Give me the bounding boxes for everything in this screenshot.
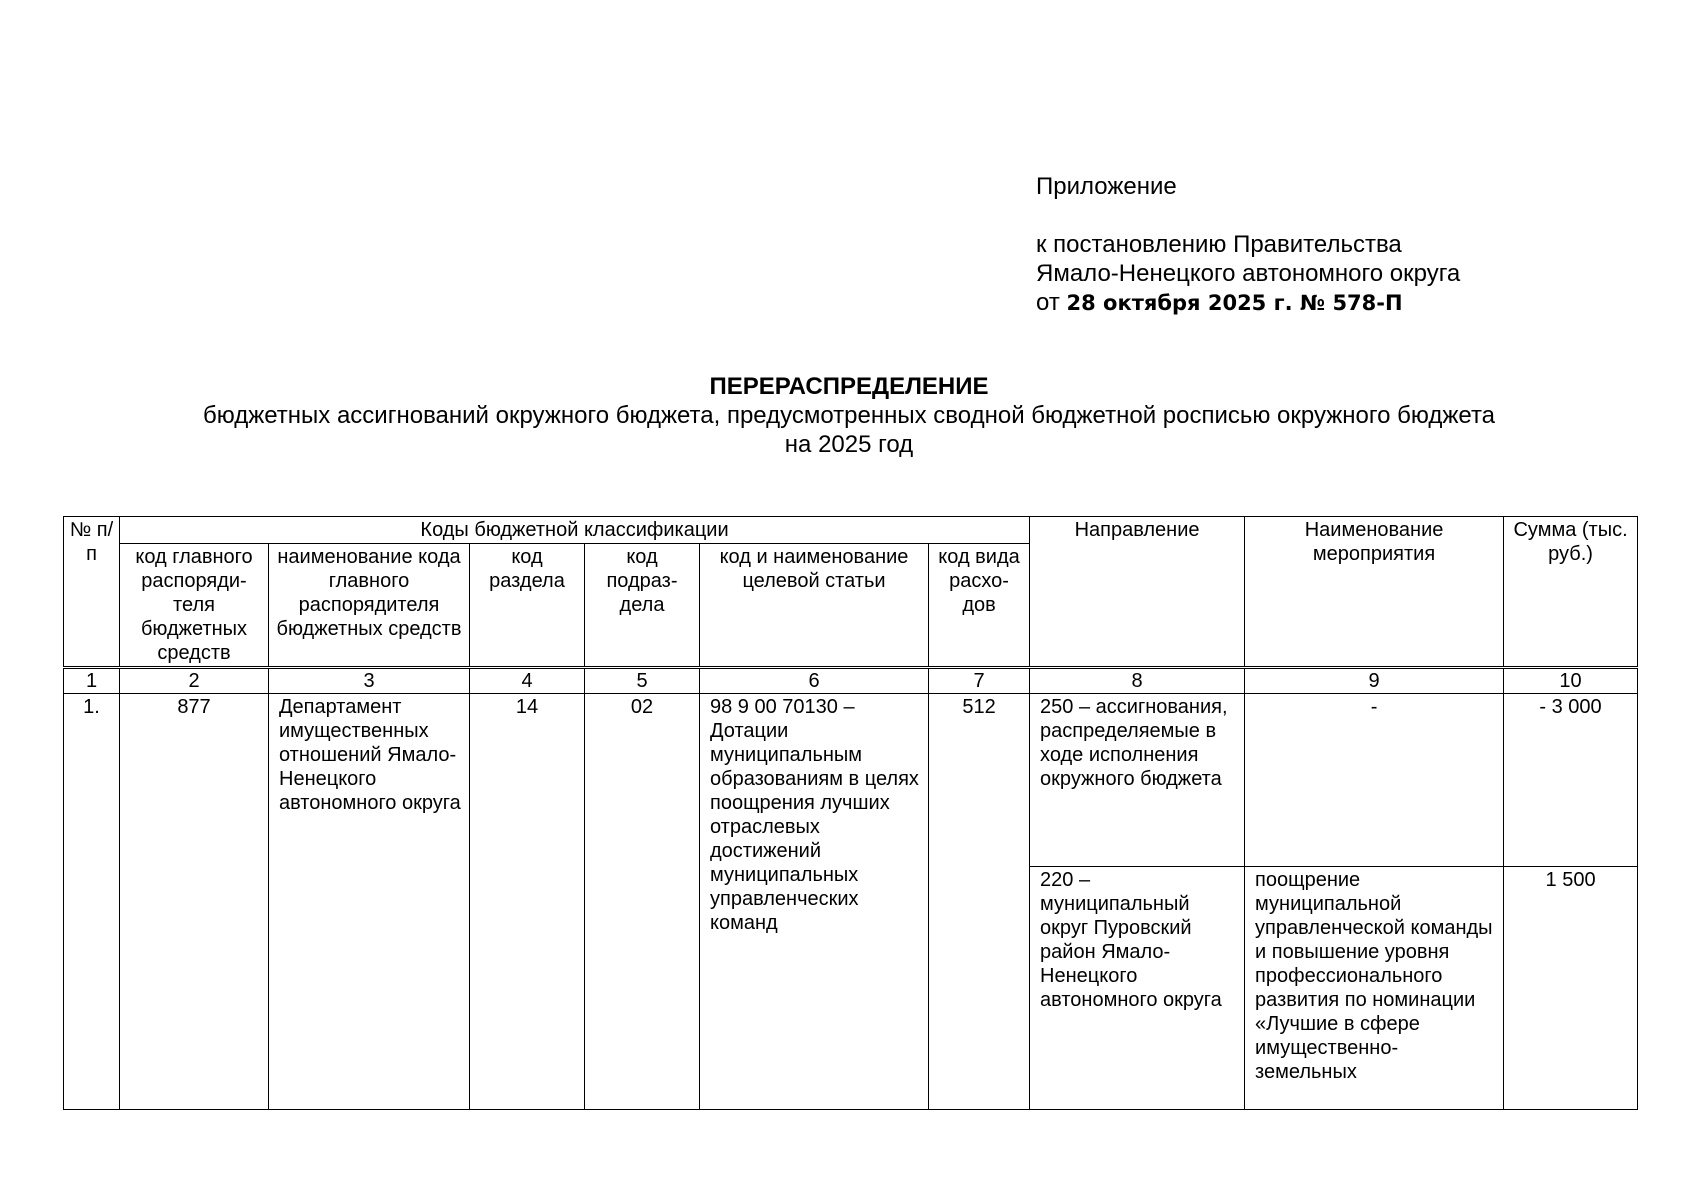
column-number: 2 <box>120 668 269 694</box>
appendix-line: Ямало-Ненецкого автономного округа <box>1036 260 1461 287</box>
date-value: 28 октября 2025 г. № 578-П <box>1066 291 1403 315</box>
header-grbs-code: код главного распоряди-теля бюджетных средств <box>120 544 269 668</box>
column-number: 5 <box>585 668 700 694</box>
header-subsection: код подраз-дела <box>585 544 700 668</box>
header-expense-type: код вида расхо-дов <box>929 544 1030 668</box>
header-grbs-name: наименование кода главного распорядителя бюджетных средств <box>269 544 470 668</box>
column-number: 10 <box>1504 668 1638 694</box>
cell-section: 14 <box>470 694 585 1110</box>
appendix-line: к постановлению Правительства <box>1036 231 1402 258</box>
header-target: код и наименование целевой статьи <box>700 544 929 668</box>
cell-subsection: 02 <box>585 694 700 1110</box>
appendix-date <box>1036 288 1460 318</box>
column-numbers-row <box>64 668 1638 694</box>
column-number: 1 <box>64 668 120 694</box>
cell-event: - <box>1245 694 1504 867</box>
title-year: на 2025 год <box>784 431 914 458</box>
header-amount: Сумма (тыс. руб.) <box>1504 517 1638 668</box>
cell-grbs-name: Департамент имущественных отношений Ямало-Ненецкого автономного округа <box>269 694 470 1110</box>
title-subtitle: бюджетных ассигнований окружного бюджета, предусмотренных сводной бюджетной росписью окружного бюджета <box>202 402 1496 429</box>
table-row <box>64 694 1638 867</box>
appendix-block <box>1036 172 1460 318</box>
cell-event: поощрение муниципальной управленческой команды и повышение уровня профессионального развития по номинации «Лучшие в сфере имущественно-земельных <box>1245 867 1504 1110</box>
column-number: 4 <box>470 668 585 694</box>
column-number: 9 <box>1245 668 1504 694</box>
cell-grbs-code: 877 <box>120 694 269 1110</box>
cell-target: 98 9 00 70130 – Дотации муниципальным образованиям в целях поощрения лучших отраслевых достижений муниципальных управленческих команд <box>700 694 929 1110</box>
cell-direction: 220 – муниципальный округ Пуровский район Ямало-Ненецкого автономного округа <box>1030 867 1245 1110</box>
document-title <box>0 372 1698 459</box>
header-codes-group: Коды бюджетной классификации <box>120 517 1030 544</box>
budget-table <box>63 516 1638 1110</box>
column-number: 8 <box>1030 668 1245 694</box>
cell-expense-type: 512 <box>929 694 1030 1110</box>
date-prefix: от <box>1036 289 1060 316</box>
header-no: № п/п <box>64 517 120 668</box>
header-section: код раздела <box>470 544 585 668</box>
header-row <box>64 517 1638 544</box>
header-event: Наименование мероприятия <box>1245 517 1504 668</box>
cell-amount: 1 500 <box>1504 867 1638 1110</box>
column-number: 3 <box>269 668 470 694</box>
cell-no: 1. <box>64 694 120 1110</box>
cell-amount: - 3 000 <box>1504 694 1638 867</box>
column-number: 6 <box>700 668 929 694</box>
cell-direction: 250 – ассигнования, распределяемые в ходе исполнения окружного бюджета <box>1030 694 1245 867</box>
appendix-title: Приложение <box>1036 173 1177 200</box>
title-main: ПЕРЕРАСПРЕДЕЛЕНИЕ <box>709 373 989 400</box>
header-direction: Направление <box>1030 517 1245 668</box>
column-number: 7 <box>929 668 1030 694</box>
